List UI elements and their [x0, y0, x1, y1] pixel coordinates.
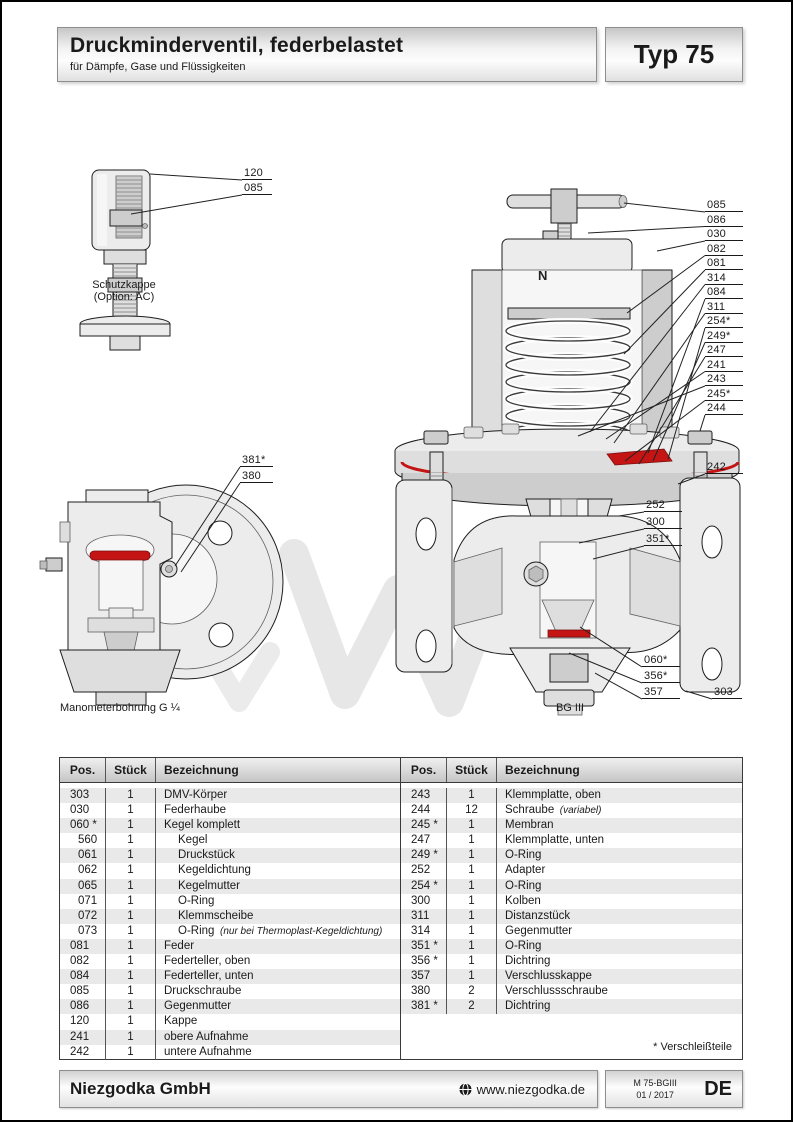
cell-qty: 1 [106, 1030, 156, 1045]
cell-name: Verschlussschraube [505, 985, 608, 998]
doc-code-block [606, 1077, 704, 1101]
cell-name: O-Ring [505, 879, 542, 892]
cell-pos: 314 [401, 924, 447, 939]
cell-qty: 1 [106, 863, 156, 878]
callout-label: 300 [644, 516, 682, 529]
column-header-qty: Stück [106, 758, 156, 782]
table-row [401, 954, 742, 969]
schutzkappe-caption [64, 279, 184, 303]
callout-label: 241 [705, 359, 743, 372]
cell-qty: 1 [447, 833, 497, 848]
cell-qty: 1 [447, 954, 497, 969]
column-header-pos: Pos. [401, 758, 447, 782]
cell-pos: 247 [401, 833, 447, 848]
callout-label: 120 [242, 167, 272, 180]
cell-qty: 1 [106, 848, 156, 863]
cell-pos: 357 [401, 969, 447, 984]
cell-qty: 1 [447, 863, 497, 878]
callout-label: 243 [705, 373, 743, 386]
callout-label: 381* [240, 454, 273, 467]
cell-pos: 086 [60, 999, 106, 1014]
footer-doc-box [605, 1070, 743, 1108]
table-header [401, 758, 742, 783]
cell-qty: 1 [447, 939, 497, 954]
cell-pos: 249 * [401, 848, 447, 863]
cell-pos: 254 * [401, 879, 447, 894]
cell-qty: 1 [106, 939, 156, 954]
cell-qty: 1 [106, 833, 156, 848]
cell-pos: 356 * [401, 954, 447, 969]
cell-pos: 071 [60, 894, 106, 909]
cell-pos: 252 [401, 863, 447, 878]
cell-qty: 12 [447, 803, 497, 818]
cell-name: Dichtring [505, 1000, 551, 1013]
cell-pos: 300 [401, 894, 447, 909]
cell-name: Klemmscheibe [178, 909, 254, 922]
table-row [60, 803, 400, 818]
cell-note: (nur bei Thermoplast-Kegeldichtung) [214, 925, 383, 937]
parts-table [59, 757, 743, 1060]
table-row [401, 939, 742, 954]
cell-qty: 1 [106, 984, 156, 999]
type-label: Typ 75 [633, 39, 715, 69]
table-row [401, 833, 742, 848]
cell-name: Klemmplatte, oben [505, 789, 601, 801]
schutzkappe-caption-line1: Schutzkappe [92, 279, 156, 291]
globe-icon [459, 1083, 472, 1096]
callout-label: 252 [644, 499, 682, 512]
assembly-caption: BG III [555, 702, 585, 714]
cell-pos: 303 [60, 788, 106, 803]
table-row [60, 879, 400, 894]
table-row [401, 788, 742, 803]
cell-name: Distanzstück [505, 909, 571, 922]
column-header-pos: Pos. [60, 758, 106, 782]
column-header-qty: Stück [447, 758, 497, 782]
cell-pos: 351 * [401, 939, 447, 954]
cell-pos: 241 [60, 1030, 106, 1045]
website-block [459, 1082, 597, 1097]
niezgodka-logo-mark: N [538, 268, 548, 283]
schutzkappe-drawing [80, 170, 170, 350]
cell-name: Druckschraube [164, 985, 242, 998]
cell-name: Federhaube [164, 804, 227, 817]
table-row [60, 909, 400, 924]
callout-label: 356* [642, 670, 680, 683]
cell-name: Federteller, unten [164, 970, 254, 983]
callout-label: 085 [705, 199, 743, 212]
parts-table-left [60, 758, 401, 1059]
table-row [401, 969, 742, 984]
cell-pos: 243 [401, 788, 447, 803]
cell-name: DMV-Körper [164, 789, 228, 801]
cell-name: Schraube (variabel) [505, 804, 602, 817]
cell-name: Kegelmutter [178, 879, 241, 892]
cell-qty: 2 [447, 999, 497, 1014]
callout-label: 254* [705, 315, 743, 328]
cell-qty: 1 [106, 924, 156, 939]
callout-label: 244 [705, 402, 743, 415]
table-row [401, 984, 742, 999]
table-row [60, 1045, 400, 1060]
cell-name: Membran [505, 819, 554, 832]
callout-label: 249* [705, 330, 743, 343]
cell-qty: 1 [447, 894, 497, 909]
cell-qty: 1 [447, 909, 497, 924]
callout-label: 086 [705, 214, 743, 227]
cell-pos: 380 [401, 984, 447, 999]
cell-qty: 1 [106, 1014, 156, 1029]
parts-rows-right [401, 788, 742, 1014]
table-row [60, 894, 400, 909]
cell-name: O-Ring [505, 849, 542, 862]
table-row [401, 818, 742, 833]
callout-label: 081 [705, 257, 743, 270]
cell-name: Adapter [505, 864, 546, 877]
callout-label: 311 [705, 301, 743, 314]
cell-pos: 073 [60, 924, 106, 939]
page-subtitle: für Dämpfe, Gase und Flüssigkeiten [70, 61, 246, 73]
cell-pos: 085 [60, 984, 106, 999]
cell-qty: 1 [447, 788, 497, 803]
schutzkappe-caption-line2: (Option: AC) [93, 291, 155, 303]
table-row [401, 909, 742, 924]
cell-name: O-Ring [505, 939, 542, 952]
callout-label: 380 [240, 470, 273, 483]
cell-pos: 061 [60, 848, 106, 863]
table-row [60, 833, 400, 848]
cell-pos: 062 [60, 863, 106, 878]
cell-qty: 1 [447, 818, 497, 833]
table-row [60, 1030, 400, 1045]
cell-name: Kolben [505, 894, 541, 907]
cell-qty: 1 [447, 924, 497, 939]
cell-qty: 1 [106, 879, 156, 894]
cell-name: Gegenmutter [505, 924, 573, 937]
table-row [60, 863, 400, 878]
callout-label: 303 [712, 686, 742, 699]
table-row [60, 999, 400, 1014]
cell-name: Druckstück [178, 849, 235, 862]
cell-name: Kegeldichtung [178, 864, 251, 877]
table-row [60, 954, 400, 969]
cell-name: Feder [164, 939, 195, 952]
page-title: Druckminderventil, federbelastet [70, 34, 404, 57]
table-header [60, 758, 400, 783]
cell-pos: 072 [60, 909, 106, 924]
cell-pos: 082 [60, 954, 106, 969]
cell-qty: 1 [106, 909, 156, 924]
cell-name: obere Aufnahme [164, 1030, 249, 1043]
callout-label: 084 [705, 286, 743, 299]
footer-company-bar [59, 1070, 598, 1108]
doc-code: M 75-BGIII [633, 1078, 677, 1088]
cell-pos: 065 [60, 879, 106, 894]
callout-label: 082 [705, 243, 743, 256]
cell-pos: 120 [60, 1014, 106, 1029]
cell-name: Klemmplatte, unten [505, 834, 605, 847]
wear-parts-footnote: * Verschleißteile [653, 1041, 732, 1053]
callout-label: 085 [242, 182, 272, 195]
cell-name: Kappe [164, 1015, 198, 1028]
table-row [60, 924, 400, 939]
cell-qty: 1 [106, 1045, 156, 1060]
column-header-name: Bezeichnung [505, 763, 580, 777]
callout-label: 030 [705, 228, 743, 241]
table-row [60, 984, 400, 999]
cell-qty: 1 [106, 954, 156, 969]
cell-name: Gegenmutter [164, 1000, 232, 1013]
cell-name: Federteller, oben [164, 955, 251, 968]
cell-pos: 242 [60, 1045, 106, 1060]
parts-rows-left [60, 788, 400, 1060]
cell-name: Verschlusskappe [505, 970, 592, 983]
callout-label: 351* [644, 533, 682, 546]
callout-label: 357 [642, 686, 680, 699]
cell-qty: 1 [106, 803, 156, 818]
cell-pos: 311 [401, 909, 447, 924]
cell-qty: 1 [106, 894, 156, 909]
cell-name: Kegel [178, 834, 208, 847]
table-row [401, 924, 742, 939]
table-row [60, 788, 400, 803]
table-row [401, 803, 742, 818]
table-row [401, 999, 742, 1014]
cell-pos: 084 [60, 969, 106, 984]
cell-pos: 081 [60, 939, 106, 954]
language-label: DE [704, 1077, 732, 1100]
callout-label: 242 [705, 461, 743, 474]
cell-qty: 1 [447, 879, 497, 894]
manometer-caption: Manometerbohrung G ¼ [60, 702, 180, 714]
cell-note: (variabel) [554, 805, 602, 817]
parts-table-right [401, 758, 742, 1059]
callout-label: 245* [705, 388, 743, 401]
cell-qty: 1 [106, 818, 156, 833]
callout-label: 314 [705, 272, 743, 285]
cell-qty: 1 [106, 788, 156, 803]
cell-qty: 2 [447, 984, 497, 999]
table-row [401, 848, 742, 863]
cell-qty: 1 [447, 848, 497, 863]
cell-name: O-Ring [178, 894, 215, 907]
table-row [60, 1014, 400, 1029]
cell-pos: 560 [60, 833, 106, 848]
company-name: Niezgodka GmbH [70, 1079, 211, 1098]
table-row [60, 969, 400, 984]
cell-name: O-Ring (nur bei Thermoplast-Kegeldichtung) [178, 924, 383, 937]
table-row [401, 879, 742, 894]
table-row [401, 863, 742, 878]
cell-pos: 381 * [401, 999, 447, 1014]
table-row [60, 939, 400, 954]
cell-pos: 245 * [401, 818, 447, 833]
cell-pos: 060 * [60, 818, 106, 833]
cell-pos: 030 [60, 803, 106, 818]
table-row [401, 894, 742, 909]
cell-pos: 244 [401, 803, 447, 818]
cell-name: Kegel komplett [164, 819, 241, 832]
callout-label: 060* [642, 654, 680, 667]
column-header-name: Bezeichnung [164, 763, 239, 777]
table-row [60, 818, 400, 833]
cell-qty: 1 [106, 999, 156, 1014]
website-url: www.niezgodka.de [476, 1081, 585, 1097]
table-row [60, 848, 400, 863]
cell-name: untere Aufnahme [164, 1045, 252, 1058]
cell-name: Dichtring [505, 955, 551, 968]
cell-qty: 1 [106, 969, 156, 984]
cell-qty: 1 [447, 969, 497, 984]
callout-label: 247 [705, 344, 743, 357]
doc-date: 01 / 2017 [636, 1090, 674, 1100]
